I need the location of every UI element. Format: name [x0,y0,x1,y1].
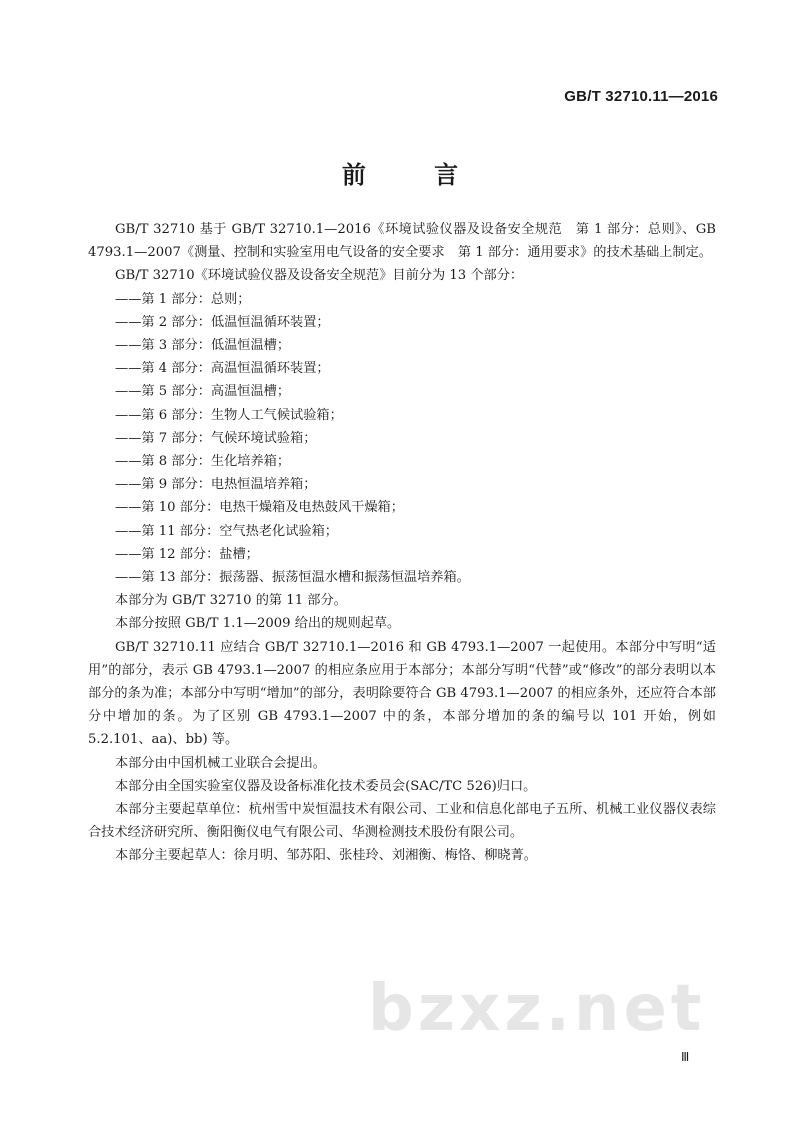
body-paragraph: GB/T 32710.11 应结合 GB/T 32710.1—2016 和 GB 4793.1—2007 一起使用。本部分中写明“适用”的部分，表示 GB 4793.1—2007 的相应条应用于本部分；本部分写明“代替”或“修改”的部分表明以本部分的条为准；本部分中写明“增加”的部分，表明除要符合 GB 4793.1—2007 的相应条外，还应符合本部分中增加的条。为了区别 GB 4793.1—2007 中的条，本部分增加的条的编号以 101 开始，例如 5.2.101、aa)、bb) 等。 [88,639,716,748]
part-list-item: ——第 12 部分：盐槽； [115,546,259,562]
part-list-item: ——第 13 部分：振荡器、振荡恒温水槽和振荡恒温培养箱。 [115,570,470,586]
part-list-item: ——第 2 部分：低温恒温循环装置； [115,314,330,330]
body-paragraph: 本部分由中国机械工业联合会提出。 [115,755,326,771]
intro-paragraph: GB/T 32710 基于 GB/T 32710.1—2016《环境试验仪器及设备安全规范 第 1 部分：总则》、GB 4793.1—2007《测量、控制和实验室用电气设备的安全要求 第 1 部分：通用要求》的技术基础上制定。 [88,222,716,261]
page-title: 前 言 [341,161,489,189]
part-list-item: ——第 7 部分：气候环境试验箱； [115,430,317,446]
intro-paragraph: GB/T 32710《环境试验仪器及设备安全规范》目前分为 13 个部分： [115,268,524,284]
part-list-item: ——第 10 部分：电热干燥箱及电热鼓风干燥箱； [115,500,404,516]
body-paragraph: 本部分主要起草单位：杭州雪中炭恒温技术有限公司、工业和信息化部电子五所、机械工业仪器仪表综合技术经济研究所、衡阳衡仪电气有限公司、华测检测技术股份有限公司。 [88,802,716,841]
part-list-item: ——第 9 部分：电热恒温培养箱； [115,477,317,493]
body-paragraph: 本部分为 GB/T 32710 的第 11 部分。 [115,593,347,609]
part-list-item: ——第 11 部分：空气热老化试验箱； [115,523,338,539]
body-paragraph: 本部分主要起草人：徐月明、邹苏阳、张桂玲、刘湘衡、梅恪、柳晓菁。 [115,848,537,864]
standard-code: GB/T 32710.11—2016 [564,88,718,105]
part-list-item: ——第 3 部分：低温恒温槽； [115,338,291,354]
document-body [88,218,716,868]
body-paragraph: 本部分按照 GB/T 1.1—2009 给出的规则起草。 [115,616,401,632]
part-list-item: ——第 1 部分：总则； [115,291,251,307]
page-number: Ⅲ [681,1050,690,1064]
watermark: bzxz.net [368,972,706,1046]
part-list-item: ——第 4 部分：高温恒温循环装置； [115,361,330,377]
part-list-item: ——第 8 部分：生化培养箱； [115,454,291,470]
part-list-item: ——第 6 部分：生物人工气候试验箱； [115,407,343,423]
body-paragraph: 本部分由全国实验室仪器及设备标准化技术委员会(SAC/TC 526)归口。 [115,778,537,794]
part-list-item: ——第 5 部分：高温恒温槽； [115,384,291,400]
